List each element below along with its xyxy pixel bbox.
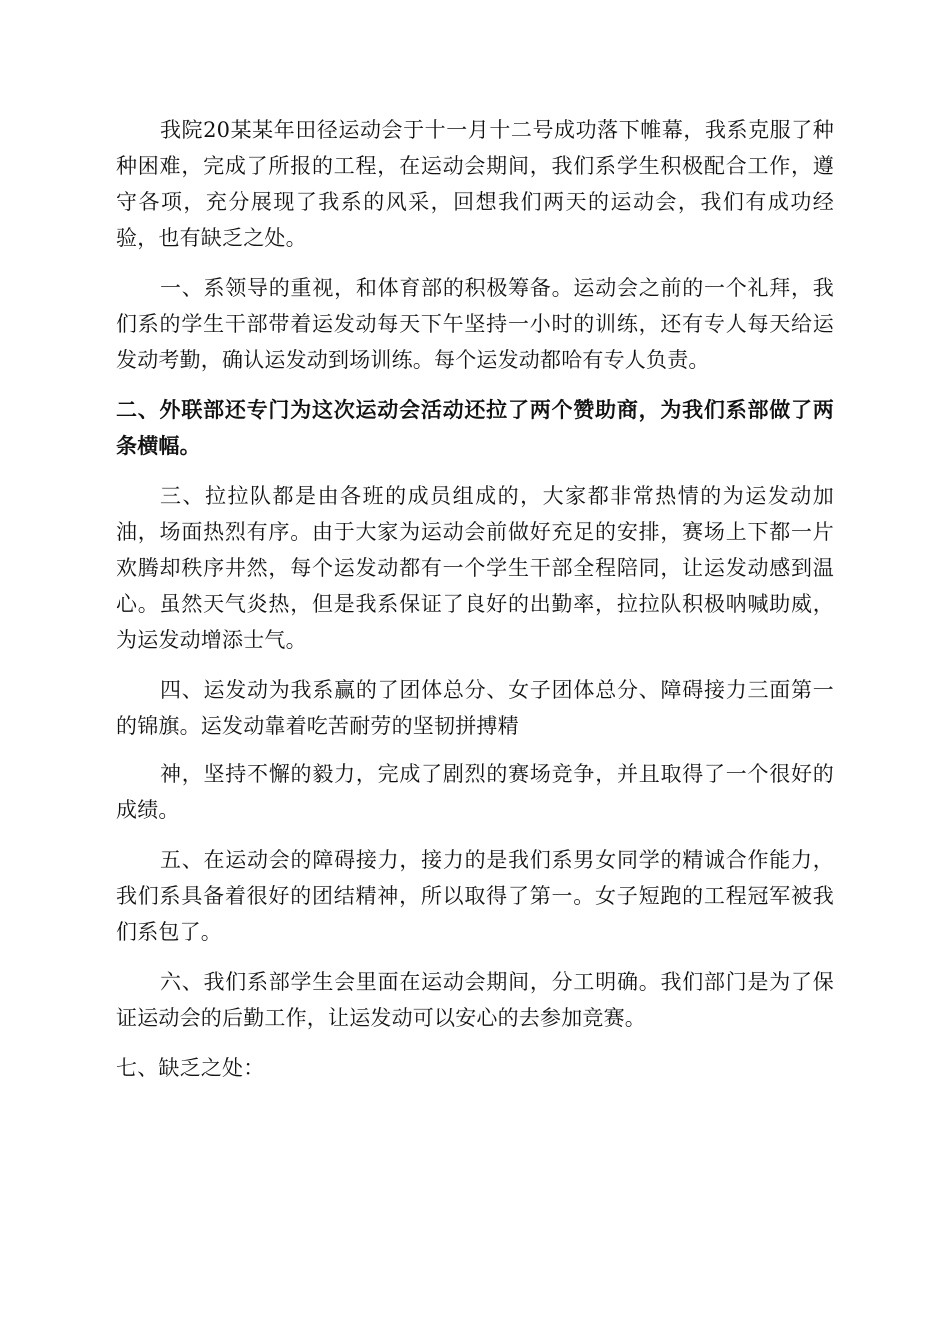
paragraph-point-4-continued: 神，坚持不懈的毅力，完成了剧烈的赛场竞争，并且取得了一个很好的成绩。 — [116, 762, 834, 822]
paragraph-point-3: 三、拉拉队都是由各班的成员组成的，大家都非常热情的为运发动加油，场面热烈有序。由于大家为运动会前做好充足的安排，赛场上下都一片欢腾却秩序井然，每个运发动都有一个学生干部全程陪同，让运发动感到温心。虽然天气炎热，但是我系保证了良好的出勤率，拉拉队积极呐喊助威，为运发动增添士气。 — [116, 484, 834, 652]
paragraph-point-5: 五、在运动会的障碍接力，接力的是我们系男女同学的精诚合作能力，我们系具备着很好的团结精神，所以取得了第一。女子短跑的工程冠军被我们系包了。 — [116, 848, 834, 944]
paragraph-point-7: 七、缺乏之处： — [116, 1056, 265, 1080]
paragraph-point-1: 一、系领导的重视，和体育部的积极筹备。运动会之前的一个礼拜，我们系的学生干部带着运发动每天下午坚持一小时的训练，还有专人每天给运发动考勤，确认运发动到场训练。每个运发动都哈有专人负责。 — [116, 276, 834, 372]
paragraph-point-6: 六、我们系部学生会里面在运动会期间，分工明确。我们部门是为了保证运动会的后勤工作，让运发动可以安心的去参加竞赛。 — [116, 970, 834, 1030]
paragraph-point-2: 二、外联部还专门为这次运动会活动还拉了两个赞助商，为我们系部做了两条横幅。 — [116, 397, 834, 458]
document-body — [116, 112, 834, 1086]
paragraph-point-4: 四、运发动为我系赢的了团体总分、女子团体总分、障碍接力三面第一的锦旗。运发动靠着吃苦耐劳的坚韧拼搏精 — [116, 678, 834, 738]
paragraph-intro: 我院20某某年田径运动会于十一月十二号成功落下帷幕，我系克服了种种困难，完成了所报的工程，在运动会期间，我们系学生积极配合工作，遵守各项，充分展现了我系的风采，回想我们两天的运动会，我们有成功经验，也有缺乏之处。 — [116, 118, 834, 250]
